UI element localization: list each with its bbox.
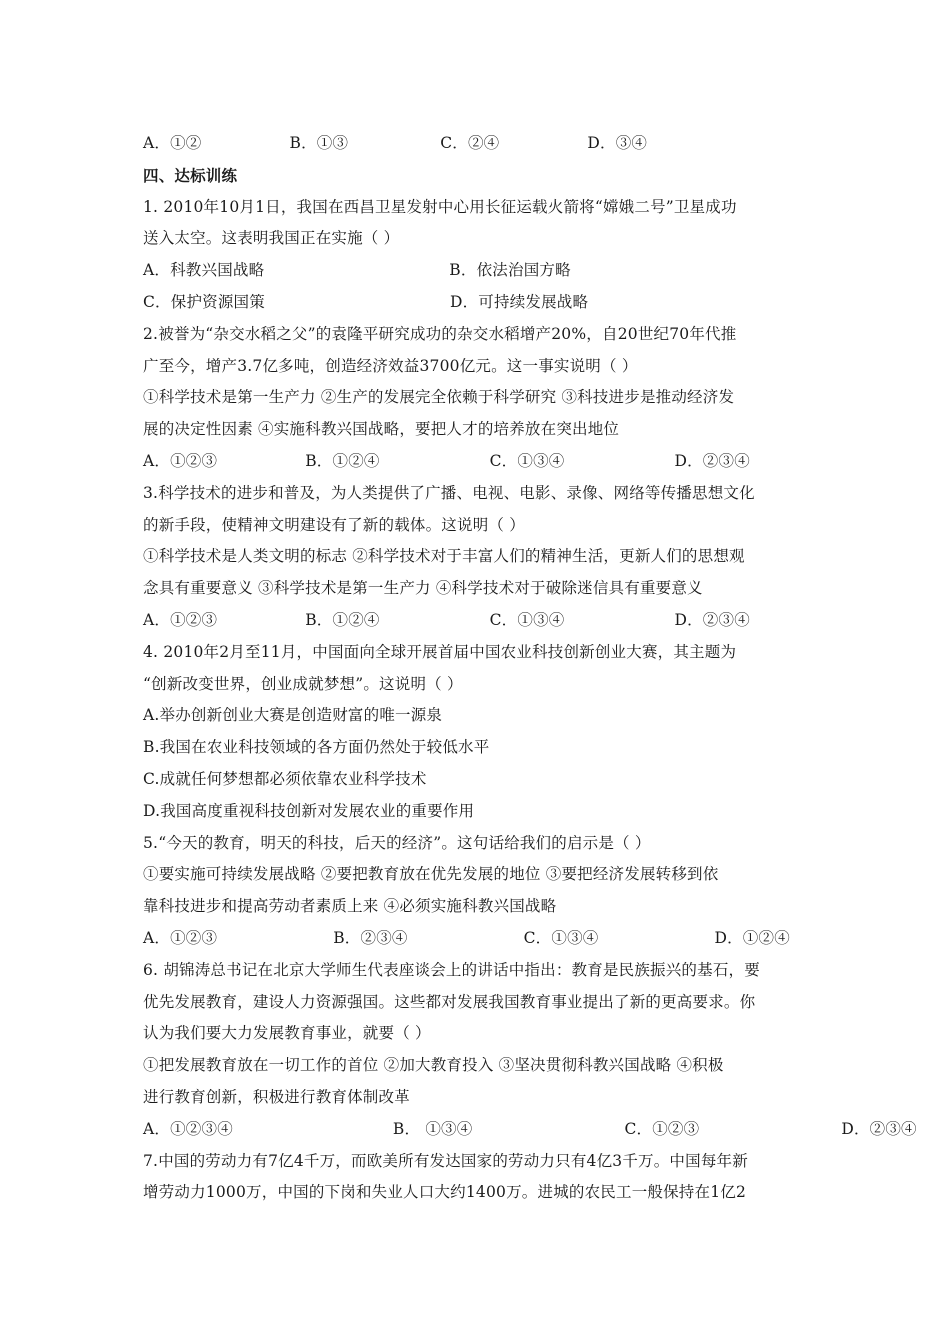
answer-options [143, 287, 833, 319]
answer-option: C．①②③ [624, 1119, 700, 1138]
answer-options [143, 446, 833, 478]
text-line: B.我国在农业科技领域的各方面仍然处于较低水平 [143, 738, 490, 757]
text-line: ①科学技术是第一生产力 ②生产的发展完全依赖于科学研究 ③科技进步是推动经济发 [143, 388, 735, 407]
answer-options [143, 605, 833, 637]
answer-option: A．①② [143, 134, 202, 152]
answer-option: A．①②③④ [143, 1119, 233, 1138]
answer-option: A．①②③ [143, 610, 218, 629]
answer-option: C．②④ [440, 134, 500, 152]
document-page [143, 128, 917, 1209]
answer-options [143, 128, 833, 160]
answer-option: D．②③④ [674, 451, 750, 470]
text-line: 3.科学技术的进步和普及，为人类提供了广播、电视、电影、录像、网络等传播思想文化 [143, 483, 755, 502]
text-line: 优先发展教育，建设人力资源强国。这些都对发展我国教育事业提出了新的更高要求。你 [143, 992, 756, 1011]
text-line: C.成就任何梦想都必须依靠农业科学技术 [143, 769, 427, 788]
text-line: “创新改变世界，创业成就梦想”。这说明（ ） [143, 674, 463, 693]
text-line: 念具有重要意义 ③科学技术是第一生产力 ④科学技术对于破除迷信具有重要意义 [143, 579, 703, 598]
answer-option: B．①②④ [305, 610, 380, 629]
text-line: 5.“今天的教育，明天的科技，后天的经济”。这句话给我们的启示是（ ） [143, 833, 651, 852]
answer-option: C．①③④ [489, 610, 565, 629]
section-heading: 四、达标训练 [143, 165, 238, 185]
text-line: 认为我们要大力发展教育事业，就要（ ） [143, 1024, 431, 1043]
text-line: 进行教育创新，积极进行教育体制改革 [143, 1087, 410, 1106]
text-line: ①要实施可持续发展战略 ②要把教育放在优先发展的地位 ③要把经济发展转移到依 [143, 865, 719, 884]
text-line: 4. 2010年2月至11月，中国面向全球开展首届中国农业科技创新创业大赛，其主题为 [143, 642, 737, 661]
answer-option: B． ①③④ [392, 1119, 473, 1138]
text-line: ①把发展教育放在一切工作的首位 ②加大教育投入 ③坚决贯彻科教兴国战略 ④积极 [143, 1056, 724, 1075]
answer-option: C．①③④ [489, 451, 565, 470]
text-line: D.我国高度重视科技创新对发展农业的重要作用 [143, 801, 475, 820]
answer-options [143, 923, 833, 955]
answer-option: C．保护资源国策 [143, 292, 265, 311]
text-line: A.举办创新创业大赛是创造财富的唯一源泉 [143, 706, 443, 725]
text-line: ①科学技术是人类文明的标志 ②科学技术对于丰富人们的精神生活，更新人们的思想观 [143, 547, 745, 566]
text-line: 增劳动力1000万，中国的下岗和失业人口大约1400万。进城的农民工一般保持在1亿2 [143, 1183, 747, 1202]
text-line: 2.被誉为“杂交水稻之父”的袁隆平研究成功的杂交水稻增产20%，自20世纪70年代推 [143, 324, 737, 343]
answer-option: A．①②③ [143, 451, 218, 470]
answer-options [143, 1114, 917, 1146]
answer-option: D．①②④ [714, 928, 790, 947]
text-line: 1. 2010年10月1日，我国在西昌卫星发射中心用长征运载火箭将“嫦娥二号”卫星成功 [143, 197, 737, 216]
answer-option: B．①③ [289, 134, 349, 152]
answer-option: B．①②④ [305, 451, 380, 470]
text-line: 7.中国的劳动力有7亿4千万，而欧美所有发达国家的劳动力只有4亿3千万。中国每年新 [143, 1151, 748, 1170]
answer-option: C．①③④ [523, 928, 599, 947]
answer-option: D．②③④ [841, 1119, 917, 1138]
answer-option: D．②③④ [674, 610, 750, 629]
answer-option: D．可持续发展战略 [449, 292, 589, 311]
answer-option: D．③④ [587, 134, 648, 152]
answer-option: A．①②③ [143, 928, 218, 947]
answer-option: B．②③④ [333, 928, 408, 947]
text-line: 靠科技进步和提高劳动者素质上来 ④必须实施科教兴国战略 [143, 897, 557, 916]
text-line: 6. 胡锦涛总书记在北京大学师生代表座谈会上的讲话中指出：教育是民族振兴的基石，要 [143, 960, 760, 979]
text-line: 的新手段，使精神文明建设有了新的载体。这说明（ ） [143, 515, 525, 534]
answer-option: B．依法治国方略 [449, 261, 571, 280]
answer-options [143, 255, 833, 287]
text-line: 广至今，增产3.7亿多吨，创造经济效益3700亿元。这一事实说明（ ） [143, 356, 638, 375]
answer-option: A．科教兴国战略 [143, 261, 265, 280]
text-line: 送入太空。这表明我国正在实施（ ） [143, 229, 400, 248]
text-line: 展的决定性因素 ④实施科教兴国战略，要把人才的培养放在突出地位 [143, 420, 620, 439]
